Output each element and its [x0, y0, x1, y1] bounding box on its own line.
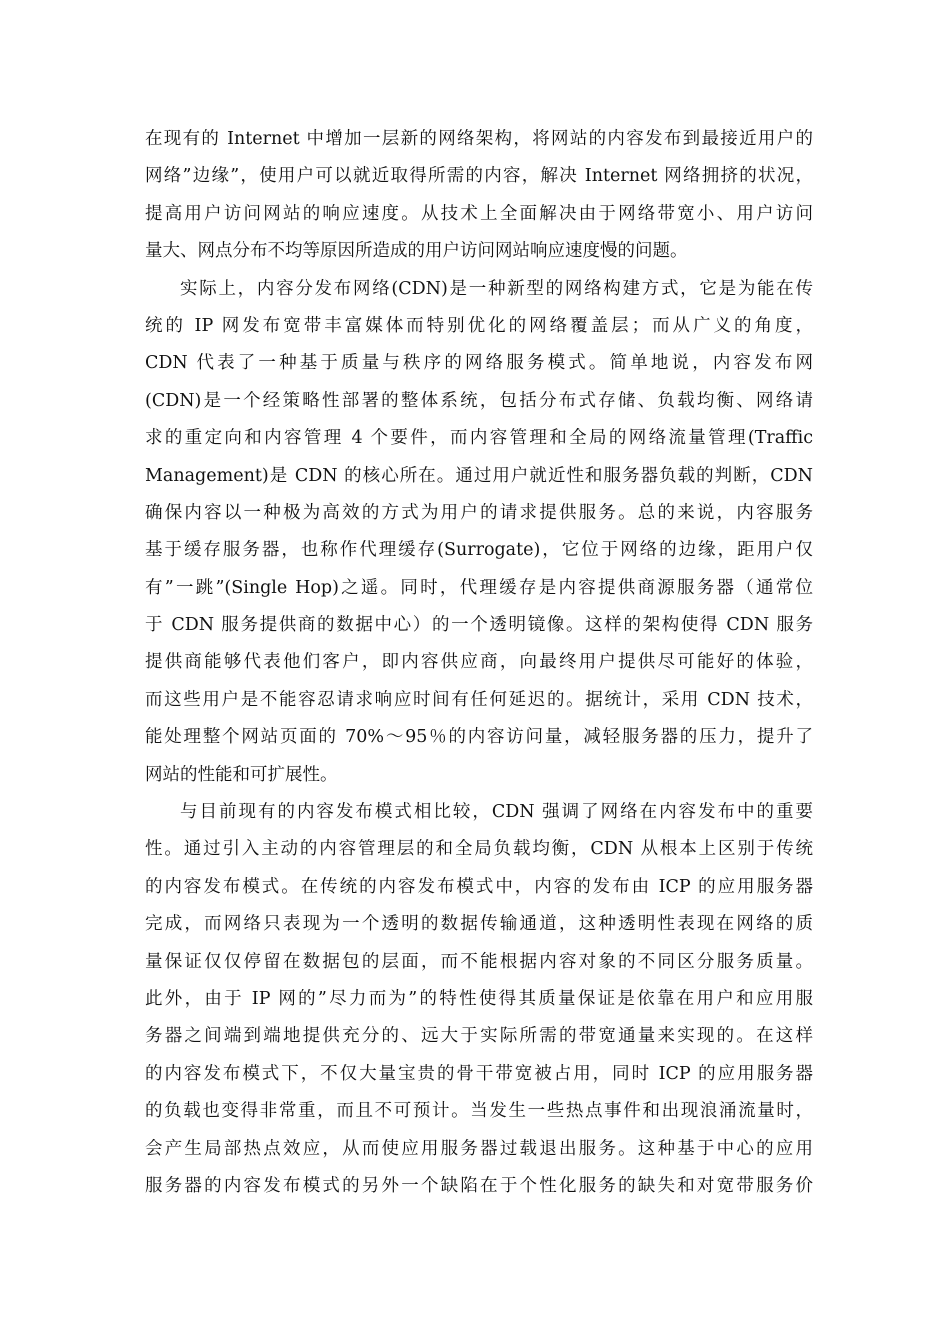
text-line: 统的 IP 网发布宽带丰富媒体而特别优化的网络覆盖层；而从广义的角度，: [145, 315, 813, 336]
text-line: CDN 代表了一种基于质量与秩序的网络服务模式。简单地说，内容发布网: [145, 353, 813, 374]
body-text: [145, 121, 813, 1205]
text-line: Management)是 CDN 的核心所在。通过用户就近性和服务器负载的判断，CDN: [145, 465, 813, 486]
text-line: 量保证仅仅停留在数据包的层面，而不能根据内容对象的不同区分服务质量。: [145, 951, 813, 972]
text-line: 确保内容以一种极为高效的方式为用户的请求提供服务。总的来说，内容服务: [145, 502, 813, 523]
text-line: 在现有的 Internet 中增加一层新的网络架构，将网站的内容发布到最接近用户的: [145, 129, 813, 149]
text-line: 的内容发布模式下，不仅大量宝贵的骨干带宽被占用，同时 ICP 的应用服务器: [145, 1063, 813, 1084]
text-line: (CDN)是一个经策略性部署的整体系统，包括分布式存储、负载均衡、网络请: [145, 390, 813, 411]
text-line: 此外，由于 IP 网的”尽力而为”的特性使得其质量保证是依靠在用户和应用服: [145, 988, 813, 1009]
text-line: 会产生局部热点效应，从而使应用服务器过载退出服务。这种基于中心的应用: [145, 1138, 813, 1159]
text-line: 有”一跳”(Single Hop)之遥。同时，代理缓存是内容提供商源服务器（通常位: [145, 577, 813, 598]
text-line: 的内容发布模式。在传统的内容发布模式中，内容的发布由 ICP 的应用服务器: [145, 876, 813, 897]
text-line: 与目前现有的内容发布模式相比较，CDN 强调了网络在内容发布中的重要: [180, 802, 813, 823]
text-line: 的负载也变得非常重，而且不可预计。当发生一些热点事件和出现浪涌流量时，: [145, 1101, 813, 1122]
text-line: 务器之间端到端地提供充分的、远大于实际所需的带宽通量来实现的。在这样: [145, 1026, 813, 1047]
text-line: 而这些用户是不能容忍请求响应时间有任何延迟的。据统计，采用 CDN 技术，: [145, 689, 813, 710]
text-line: 基于缓存服务器，也称作代理缓存(Surrogate)，它位于网络的边缘，距用户仅: [145, 540, 813, 561]
text-line: 网站的性能和可扩展性。: [145, 764, 338, 785]
text-line: 求的重定向和内容管理 4 个要件，而内容管理和全局的网络流量管理(Traffic: [145, 428, 813, 449]
text-line: 量大、网点分布不均等原因所造成的用户访问网站响应速度慢的问题。: [145, 241, 688, 262]
text-line: 性。通过引入主动的内容管理层的和全局负载均衡，CDN 从根本上区别于传统: [145, 839, 813, 860]
text-line: 实际上，内容分发布网络(CDN)是一种新型的网络构建方式，它是为能在传: [180, 278, 813, 299]
text-line: 完成，而网络只表现为一个透明的数据传输通道，这种透明性表现在网络的质: [145, 914, 813, 935]
text-line: 提高用户访问网站的响应速度。从技术上全面解决由于网络带宽小、用户访问: [145, 203, 813, 224]
text-line: 于 CDN 服务提供商的数据中心）的一个透明镜像。这样的架构使得 CDN 服务: [145, 615, 813, 636]
text-line: 网络”边缘”，使用户可以就近取得所需的内容，解决 Internet 网络拥挤的状况，: [145, 166, 813, 187]
text-line: 提供商能够代表他们客户，即内容供应商，向最终用户提供尽可能好的体验，: [145, 652, 813, 673]
text-line: 服务器的内容发布模式的另外一个缺陷在于个性化服务的缺失和对宽带服务价: [145, 1175, 813, 1196]
text-line: 能处理整个网站页面的 70%～95％的内容访问量，减轻服务器的压力，提升了: [145, 727, 813, 748]
